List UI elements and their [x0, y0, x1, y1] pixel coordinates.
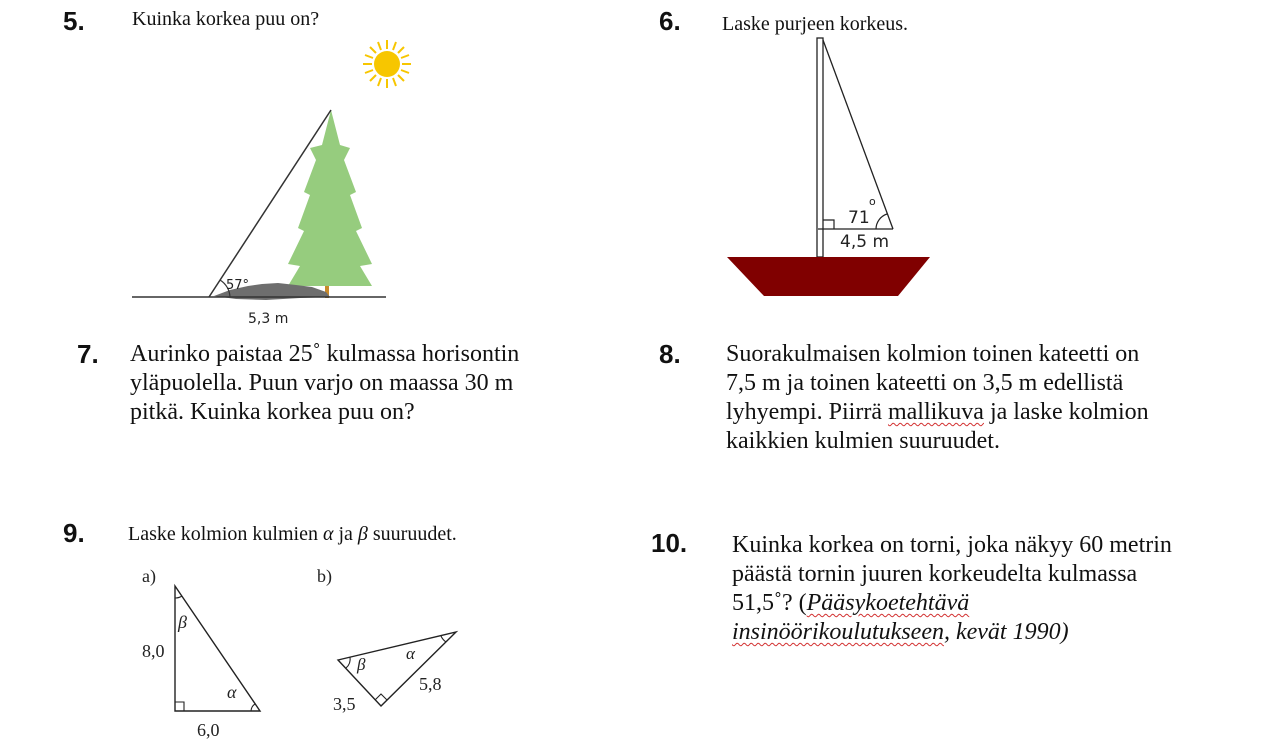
- part-b-label: b): [317, 566, 332, 586]
- sun-icon: [363, 40, 411, 88]
- problem-8-number: 8.: [659, 339, 681, 369]
- problem-6-figure: [727, 38, 930, 296]
- tree-icon: [288, 110, 372, 298]
- beta-label: β: [357, 655, 366, 674]
- problem-8-line: 7,5 m ja toinen kateetti on 3,5 m edellistä: [726, 370, 1124, 396]
- side-left-label: 8,0: [142, 641, 165, 661]
- problem-10-line: 51,5˚? (Pääsykoetehtävä: [732, 590, 970, 616]
- problem-6-number: 6.: [659, 6, 681, 36]
- angle-label-57: 57°: [226, 278, 250, 293]
- problem-10-line: insinöörikoulutukseen, kevät 1990): [732, 619, 1069, 645]
- side-short-label: 3,5: [333, 694, 356, 714]
- side-long-label: 5,8: [419, 674, 442, 694]
- problem-6-question: Laske purjeen korkeus.: [722, 13, 909, 35]
- triangle-b: [338, 632, 456, 706]
- problem-7-line: yläpuolella. Puun varjo on maassa 30 m: [130, 370, 514, 396]
- distance-label: 5,3 m: [248, 311, 289, 327]
- problem-8-line: lyhyempi. Piirrä mallikuva ja laske kolmion: [726, 399, 1149, 425]
- problem-10-line: Kuinka korkea on torni, joka näkyy 60 metrin: [732, 532, 1172, 558]
- right-angle-mark: [175, 702, 184, 711]
- problem-8-line: kaikkien kulmien suuruudet.: [726, 428, 1000, 454]
- problem-9-number: 9.: [63, 518, 85, 548]
- triangle-a: [175, 586, 260, 711]
- alpha-label: α: [406, 644, 415, 663]
- angle-arc-alpha: [251, 704, 255, 711]
- spellcheck-word: Pääsykoetehtävä: [806, 590, 970, 616]
- boat-hull: [727, 257, 930, 296]
- problem-5-figure: [132, 40, 411, 327]
- problem-7-number: 7.: [77, 339, 99, 369]
- problem-9a-figure: [142, 566, 260, 740]
- problem-9-question: Laske kolmion kulmien α ja β suuruudet.: [128, 523, 457, 545]
- problem-5-number: 5.: [63, 6, 85, 36]
- right-angle-mark: [375, 694, 387, 700]
- problem-7-line: pitkä. Kuinka korkea puu on?: [130, 399, 415, 425]
- angle-arc-alpha: [441, 636, 446, 642]
- sail-edge: [823, 40, 893, 229]
- angle-label-71: 71: [848, 208, 870, 228]
- part-a-label: a): [142, 566, 156, 586]
- alpha-label: α: [227, 682, 237, 702]
- problem-5-question: Kuinka korkea puu on?: [132, 8, 320, 30]
- angle-arc-beta: [175, 596, 182, 598]
- problem-8-line: Suorakulmaisen kolmion toinen kateetti on: [726, 341, 1140, 367]
- beta-label: β: [178, 612, 187, 632]
- right-angle-mark: [823, 220, 834, 229]
- base-label: 4,5 m: [840, 232, 889, 252]
- side-bottom-label: 6,0: [197, 720, 220, 740]
- spellcheck-word: insinöörikoulutukseen: [732, 619, 944, 645]
- angle-arc: [876, 214, 887, 229]
- problem-7-line: Aurinko paistaa 25˚ kulmassa horisontin: [130, 341, 520, 367]
- problem-10-number: 10.: [651, 528, 688, 558]
- spellcheck-word: mallikuva: [887, 399, 984, 425]
- mast: [817, 38, 823, 257]
- degree-mark: o: [869, 195, 876, 208]
- problem-10-line: päästä tornin juuren korkeudelta kulmassa: [732, 561, 1138, 587]
- problem-9b-figure: [317, 566, 456, 714]
